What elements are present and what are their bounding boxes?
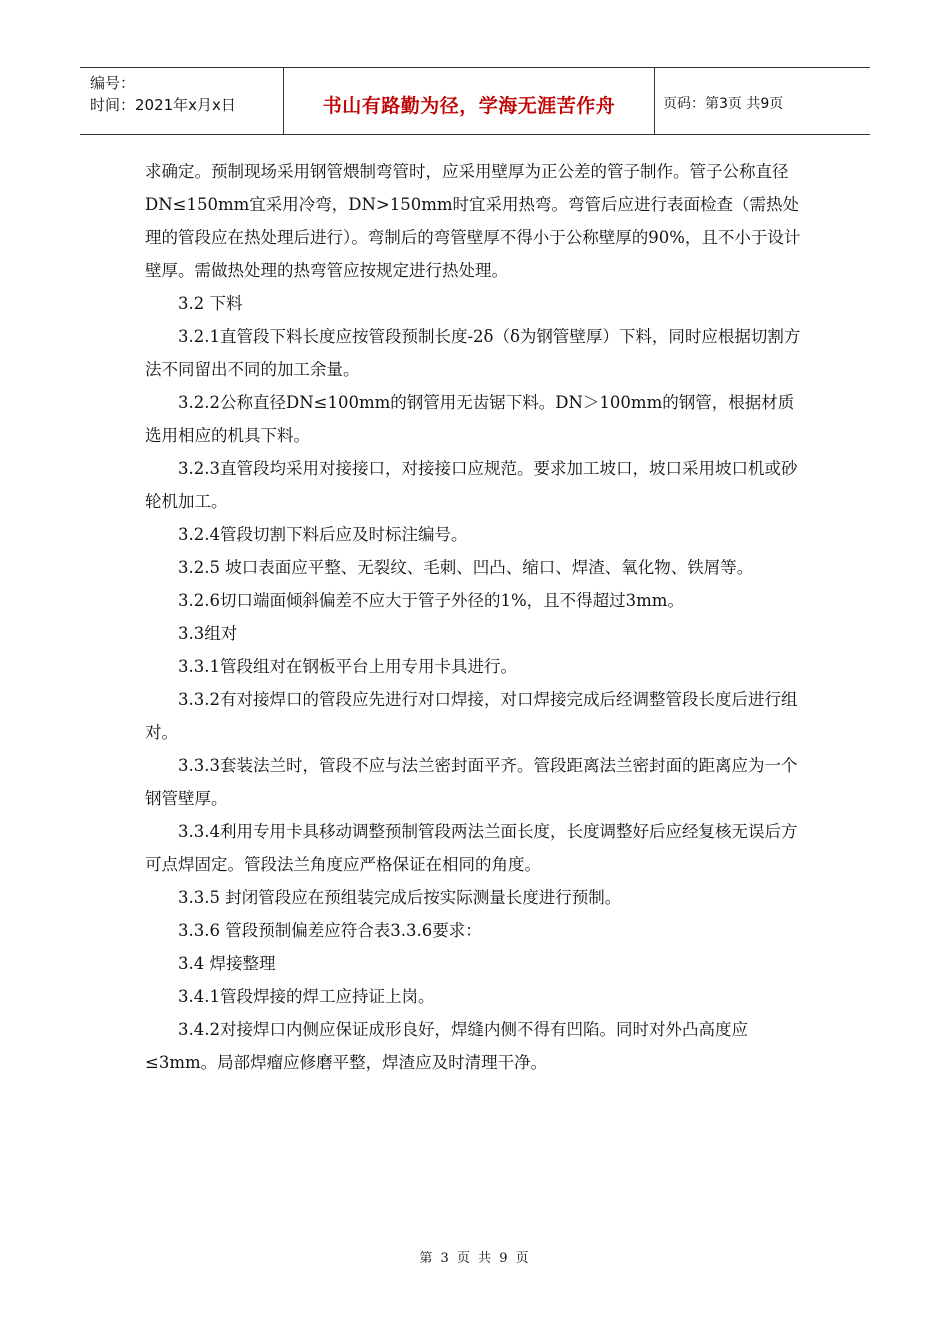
body-paragraph: 3.3.4利用专用卡具移动调整预制管段两法兰面长度，长度调整好后应经复核无误后方可点焊固定。管段法兰角度应严格保证在相同的角度。 bbox=[145, 822, 798, 874]
page-header bbox=[80, 67, 870, 135]
body-paragraph: 3.4.1管段焊接的焊工应持证上岗。 bbox=[178, 987, 435, 1006]
body-paragraph: 3.2.6切口端面倾斜偏差不应大于管子外径的1%，且不得超过3mm。 bbox=[178, 591, 684, 610]
header-meta bbox=[80, 68, 283, 134]
document-date: 时间：2021年x月x日 bbox=[90, 96, 236, 114]
section-heading: 3.3组对 bbox=[178, 624, 238, 643]
body-paragraph: 3.3.6 管段预制偏差应符合表3.3.6要求： bbox=[178, 921, 482, 940]
section-heading: 3.2 下料 bbox=[178, 294, 243, 313]
header-motto: 书山有路勤为径，学海无涯苦作舟 bbox=[283, 68, 655, 134]
body-paragraph: 3.2.4管段切割下料后应及时标注编号。 bbox=[178, 525, 468, 544]
body-paragraph: 3.3.5 封闭管段应在预组装完成后按实际测量长度进行预制。 bbox=[178, 888, 622, 907]
body-paragraph: 3.2.2公称直径DN≤100mm的钢管用无齿锯下料。DN＞100mm的钢管，根据材质选用相应的机具下料。 bbox=[145, 393, 795, 445]
document-number-label: 编号： bbox=[90, 74, 136, 92]
section-heading: 3.4 焊接整理 bbox=[178, 954, 276, 973]
body-paragraph: 3.2.1直管段下料长度应按管段预制长度-2δ（δ为钢管壁厚）下料，同时应根据切割方法不同留出不同的加工余量。 bbox=[145, 327, 801, 379]
page-footer: 第 3 页 共 9 页 bbox=[419, 1251, 531, 1266]
body-paragraph: 3.3.1管段组对在钢板平台上用专用卡具进行。 bbox=[178, 657, 517, 676]
body-paragraph: 求确定。预制现场采用钢管煨制弯管时，应采用壁厚为正公差的管子制作。管子公称直径DN≤150mm宜采用冷弯，DN>150mm时宜采用热弯。弯管后应进行表面检查（需热处理的管段应在热处理后进行）。弯制后的弯管壁厚不得小于公称壁厚的90%，且不小于设计壁厚。需做热处理的热弯管应按规定进行热处理。 bbox=[145, 162, 801, 280]
body-paragraph: 3.4.2对接焊口内侧应保证成形良好，焊缝内侧不得有凹陷。同时对外凸高度应≤3mm。局部焊瘤应修磨平整，焊渣应及时清理干净。 bbox=[145, 1020, 748, 1072]
body-paragraph: 3.2.5 坡口表面应平整、无裂纹、毛刺、凹凸、缩口、焊渣、氧化物、铁屑等。 bbox=[178, 558, 754, 577]
body-paragraph: 3.2.3直管段均采用对接接口，对接接口应规范。要求加工坡口，坡口采用坡口机或砂轮机加工。 bbox=[145, 459, 798, 511]
document-body bbox=[145, 155, 810, 1079]
body-paragraph: 3.3.3套装法兰时，管段不应与法兰密封面平齐。管段距离法兰密封面的距离应为一个钢管壁厚。 bbox=[145, 756, 798, 808]
body-paragraph: 3.3.2有对接焊口的管段应先进行对口焊接，对口焊接完成后经调整管段长度后进行组对。 bbox=[145, 690, 798, 742]
header-page-info: 页码：第3页 共9页 bbox=[663, 96, 784, 112]
